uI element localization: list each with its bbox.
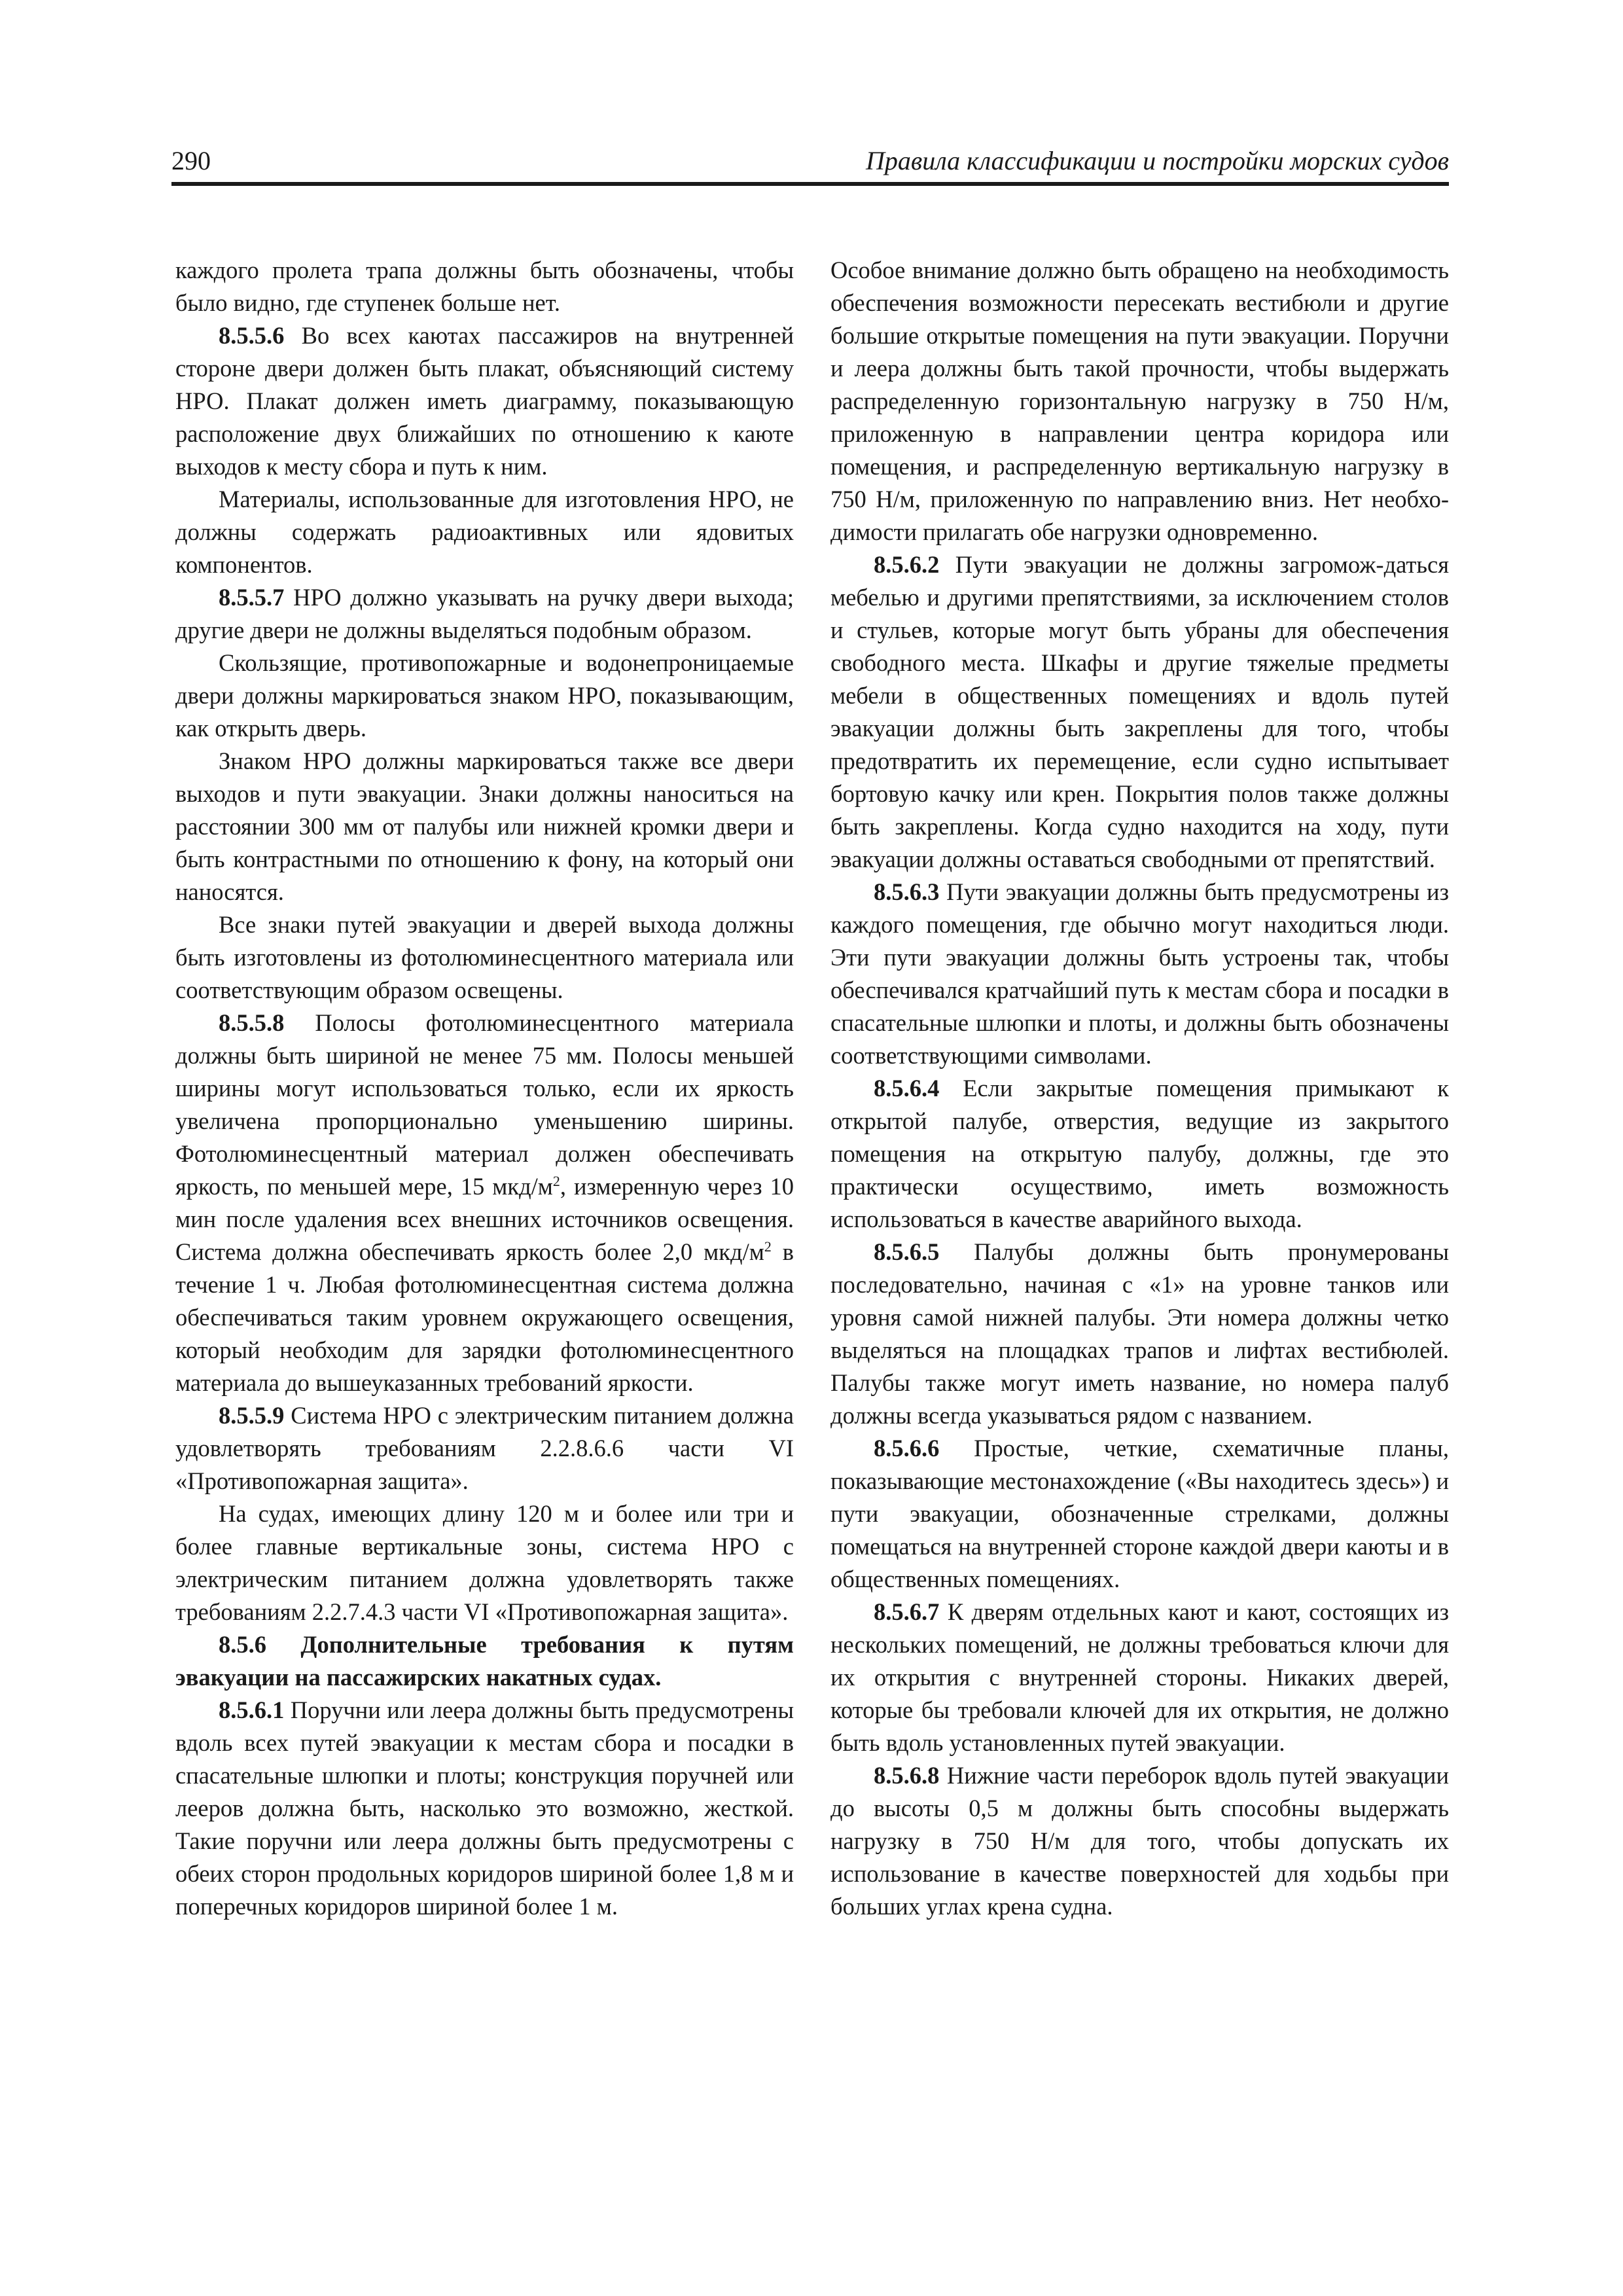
paragraph-text: Все знаки путей эвакуации и дверей выхода должны быть изготовлены из фотолюминесцентного материала или соответствующим образом освещены.	[175, 911, 794, 1003]
clause-number: 8.5.6.7	[874, 1598, 940, 1625]
page-number: 290	[171, 146, 211, 175]
clause-8-5-6-2	[830, 548, 1449, 876]
paragraph-text: Особое внимание должно быть обращено на необходимость обеспечения возможности пересекать вестибюли и другие большие открытые помещения на пути эвакуации. Поручни и леера должны быть такой прочности, чтобы выдержать распределенную горизонтальную нагрузку в 750 Н/м, приложенную в направлении центра коридора или помещения, и распределенную вертикальную нагрузку в 750 Н/м, приложенную по направлению вниз. Нет необходимости прилагать обе нагрузки одновременно.	[830, 257, 1449, 545]
clause-number: 8.5.5.7	[219, 584, 285, 611]
clause-number: 8.5.5.9	[219, 1402, 285, 1429]
clause-8-5-6-1	[175, 1694, 794, 1923]
paragraph	[175, 483, 794, 581]
page-header	[171, 143, 1449, 186]
clause-text: Пути эвакуации должны быть предусмотрены из каждого помещения, где обычно могут находиться люди. Эти пути эвакуации должны быть устроены так, чтобы обеспечивался кратчайший путь к местам сбора и посадки в спасательные шлюпки и плоты, и должны быть обозначены соответствующими символами.	[830, 878, 1449, 1069]
text-columns	[175, 254, 1449, 2152]
clause-text: Нижние части переборок вдоль путей эвакуации до высоты 0,5 м должны быть способны выдержать нагрузку в 750 Н/м для того, чтобы допускать их использование в качестве поверхностей для ходьбы при больших углах крена судна.	[830, 1762, 1449, 1920]
clause-text: Поручни или леера должны быть предусмотрены вдоль всех путей эвакуации к местам сбора и посадки в спасательные шлюпки и плоты; конструкция поручней или лееров должна быть, насколько это возможно, жесткой. Такие поручни или леера должны быть предусмотрены с обеих сторон продольных коридоров шириной более 1,8 м и поперечных коридоров шириной более 1 м.	[175, 1696, 794, 1920]
paragraph-text: На судах, имеющих длину 120 м и более или три и более главные вертикальные зоны, система НРО с электрическим питанием должна удовлетворять также требованиям 2.2.7.4.3 части VI «Противопожарная защита».	[175, 1500, 794, 1625]
clause-8-5-5-6	[175, 319, 794, 483]
paragraph	[830, 254, 1449, 548]
clause-text: , измеренную через 10 мин после удаления всех внешних источников освещения. Система должна обеспечивать яркость более 2,0 мкд/м	[175, 1173, 794, 1265]
clause-number: 8.5.6.5	[874, 1238, 940, 1265]
clause-number: 8.5.6.1	[219, 1696, 285, 1723]
paragraph	[175, 745, 794, 908]
clause-8-5-5-7	[175, 581, 794, 647]
paragraph-text: Знаком НРО должны маркироваться также все двери выходов и пути эвакуации. Знаки должны наноситься на расстоянии 300 мм от палубы или нижней кромки двери и быть контрастными по отношению к фону, на который они наносятся.	[175, 747, 794, 905]
clause-text: Пути эвакуации не должны загромож-даться мебелью и другими препятствиями, за исключением столов и стульев, которые могут быть убраны для обеспечения свободного места. Шкафы и другие тяжелые предметы мебели в общественных помещениях и вдоль путей эвакуации должны быть закреплены для того, чтобы предотвратить их перемещение, если судно испытывает бортовую качку или крен. Покрытия полов также должны быть закреплены. Когда судно находится на ходу, пути эвакуации должны оставаться свободными от препятствий.	[830, 551, 1449, 872]
clause-8-5-6-5	[830, 1236, 1449, 1432]
clause-text: в течение 1 ч. Любая фотолюминесцентная система должна обеспечиваться таким уровнем окружающего освещения, который необходим для зарядки фотолюминесцентного материала до вышеуказанных требований яркости.	[175, 1238, 794, 1396]
superscript: 2	[764, 1238, 772, 1255]
clause-8-5-6-3	[830, 876, 1449, 1072]
paragraph	[175, 908, 794, 1007]
superscript: 2	[552, 1172, 560, 1189]
section-heading-text: 8.5.6 Дополнительные требования к путям эвакуации на пассажирских накатных судах.	[175, 1631, 794, 1691]
clause-number: 8.5.6.6	[874, 1435, 940, 1462]
paragraph-text: каждого пролета трапа должны быть обозначены, чтобы было видно, где ступенек больше нет.	[175, 257, 794, 316]
paragraph	[175, 1498, 794, 1628]
paragraph	[175, 647, 794, 745]
paragraph-text: Материалы, использованные для изготовления НРО, не должны содержать радиоактивных или ядовитых компонентов.	[175, 486, 794, 578]
clause-number: 8.5.6.2	[874, 551, 940, 578]
paragraph	[175, 254, 794, 319]
clause-number: 8.5.6.4	[874, 1075, 940, 1102]
clause-text: Простые, четкие, схематичные планы, показывающие местонахождение («Вы находитесь здесь») и пути эвакуации, обозначенные стрелками, должны помещаться на внутренней стороне каждой двери каюты и в общественных помещениях.	[830, 1435, 1449, 1592]
right-column	[830, 254, 1449, 2152]
clause-8-5-5-8	[175, 1007, 794, 1399]
clause-number: 8.5.6.8	[874, 1762, 940, 1789]
clause-8-5-6-4	[830, 1072, 1449, 1236]
paragraph-text: Скользящие, противопожарные и водонепроницаемые двери должны маркироваться знаком НРО, показывающим, как открыть дверь.	[175, 649, 794, 742]
clause-text: Система НРО с электрическим питанием должна удовлетворять требованиям 2.2.8.6.6 части VI «Противопожарная защита».	[175, 1402, 794, 1494]
running-title: Правила классификации и постройки морских судов	[865, 146, 1449, 175]
clause-text: Полосы фотолюминесцентного материала должны быть шириной не менее 75 мм. Полосы меньшей ширины могут использоваться только, если их яркость увеличена пропорционально уменьшению ширины. Фотолюминесцентный материал должен обеспечивать яркость, по меньшей мере, 15 мкд/м	[175, 1009, 794, 1200]
clause-text: К дверям отдельных кают и кают, состоящих из нескольких помещений, не должны требоваться ключи для их открытия с внутренней стороны. Никаких дверей, которые бы требовали ключей для их открытия, не должно быть вдоль установленных путей эвакуации.	[830, 1598, 1449, 1756]
left-column	[175, 254, 794, 2152]
clause-number: 8.5.5.8	[219, 1009, 285, 1036]
clause-8-5-5-9	[175, 1399, 794, 1498]
clause-8-5-6-6	[830, 1432, 1449, 1596]
clause-8-5-6-7	[830, 1596, 1449, 1759]
clause-text: Если закрытые помещения примыкают к открытой палубе, отверстия, ведущие из закрытого помещения на открытую палубу, должны, где это практически осуществимо, иметь возможность использоваться в качестве аварийного выхода.	[830, 1075, 1449, 1232]
clause-number: 8.5.5.6	[219, 322, 285, 349]
clause-text: Палубы должны быть пронумерованы последовательно, начиная с «1» на уровне танков или уровня самой нижней палубы. Эти номера должны четко выделяться на площадках трапов и лифтах вестибюлей. Палубы также могут иметь название, но номера палуб должны всегда указываться рядом с названием.	[830, 1238, 1449, 1429]
clause-number: 8.5.6.3	[874, 878, 940, 905]
clause-text: Во всех каютах пассажиров на внутренней стороне двери должен быть плакат, объясняющий систему НРО. Плакат должен иметь диаграмму, показывающую расположение двух ближайших по отношению к каюте выходов к месту сбора и путь к ним.	[175, 322, 794, 480]
clause-8-5-6-8	[830, 1759, 1449, 1923]
clause-text: НРО должно указывать на ручку двери выхода; другие двери не должны выделяться подобным образом.	[175, 584, 794, 643]
section-heading-8-5-6	[175, 1628, 794, 1694]
